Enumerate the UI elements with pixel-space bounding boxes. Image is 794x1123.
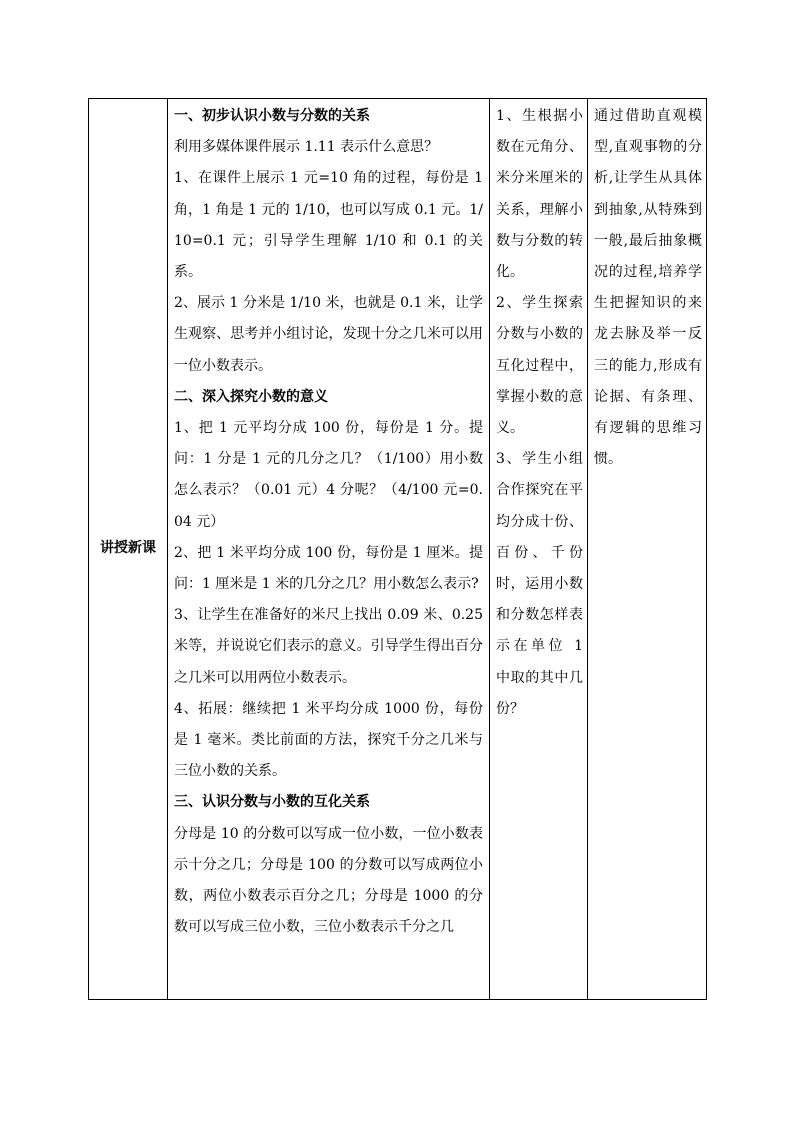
- student-activities-cell: [490, 99, 588, 1000]
- student-activity: 2、学生探索分数与小数的互化过程中，掌握小数的意义。: [496, 295, 583, 437]
- content-paragraph: 1、把 1 元平均分成 100 份，每份是 1 分。提问：1 分是 1 元的几分之几？（1/100）用小数怎么表示？（0.01 元）4 分呢？（4/100 元=0.04 元）: [174, 420, 483, 530]
- teaching-content-cell: [168, 99, 490, 1000]
- student-activity: 3、学生小组合作探究在平均分成十份、百份、千份时，运用小数和分数怎样表示在单位 1 中取的其中几份？: [496, 451, 583, 717]
- section-2: [174, 382, 483, 788]
- lesson-plan-table: [88, 98, 707, 1000]
- content-paragraph: 2、展示 1 分米是 1/10 米，也就是 0.1 米，让学生观察、思考并小组讨论，发现十分之几米可以用一位小数表示。: [174, 295, 483, 374]
- stage-label-cell: [89, 99, 168, 1000]
- section-heading: 三、认识分数与小数的互化关系: [174, 794, 370, 811]
- design-intent-cell: [588, 99, 707, 1000]
- content-paragraph: 1、在课件上展示 1 元=10 角的过程，每份是 1 角，1 角是 1 元的 1/10，也可以写成 0.1 元。1/10=0.1 元；引导学生理解 1/10 和 0.1 的关系。: [174, 170, 483, 281]
- student-activity: 1、生根据小数在元角分、米分米厘米的关系，理解小数与分数的转化。: [496, 108, 583, 281]
- content-paragraph: 分母是 10 的分数可以写成一位小数，一位小数表示十分之几；分母是 100 的分数可以写成两位小数，两位小数表示百分之几；分母是 1000 的分数可以写成三位小数，三位小数表示千分之几: [174, 825, 483, 936]
- section-heading: 二、深入探究小数的意义: [174, 388, 328, 405]
- section-1: [174, 101, 483, 382]
- content-paragraph: 利用多媒体课件展示 1.11 表示什么意思？: [174, 139, 439, 156]
- design-intent-text: 通过借助直观模型,直观事物的分析,让学生从具体到抽象,从特殊到一般,最后抽象概况的过程,培养学生把握知识的来龙去脉及举一反三的能力,形成有论据、有条理、有逻辑的思维习惯。: [594, 108, 702, 468]
- content-paragraph: 3、让学生在准备好的米尺上找出 0.09 米、0.25 米等，并说说它们表示的意义。引导学生得出百分之几米可以用两位小数表示。: [174, 607, 483, 686]
- section-heading: 一、初步认识小数与分数的关系: [174, 108, 370, 124]
- content-paragraph: 2、把 1 米平均分成 100 份，每份是 1 厘米。提问：1 厘米是 1 米的几分之几？用小数怎么表示?: [174, 544, 483, 593]
- section-3: [174, 787, 483, 943]
- content-paragraph: 4、拓展：继续把 1 米平均分成 1000 份，每份是 1 毫米。类比前面的方法，探究千分之几米与三位小数的关系。: [174, 700, 483, 780]
- stage-label: 讲授新课: [100, 540, 156, 557]
- table-row: [89, 99, 707, 1000]
